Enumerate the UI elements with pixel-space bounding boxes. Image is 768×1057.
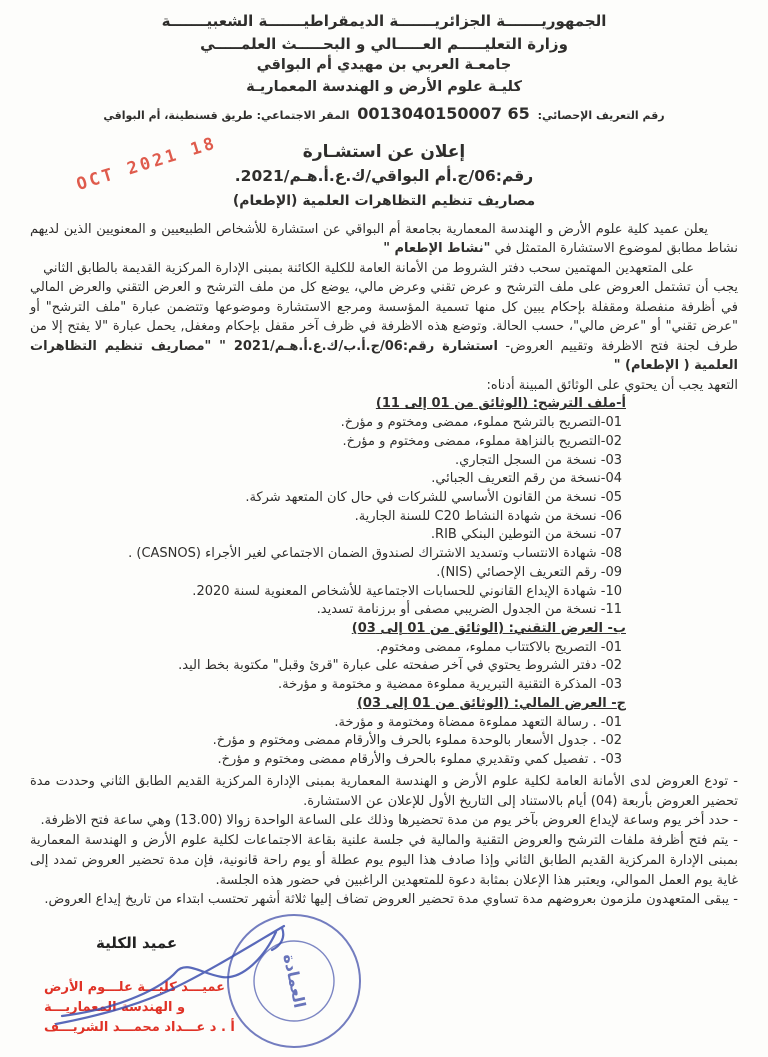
list-item: 08- شهادة الانتساب وتسديد الاشتراك لصندوق الضمان الاجتماعي لغير الأجراء (CASNOS) . [128,546,622,562]
statistical-id-value: 0013040150007 65 [357,103,530,123]
closing-note: - يبقى المتعهدون ملزمون بعروضهم مدة تساوي مدة تحضير العروض تضاف إليها ثلاثة أشهر تحتسب ابتداء من تاريخ إيداع العروض. [44,892,738,908]
dean-title: عميد الكلية [96,934,178,952]
ministry-line: وزارة التعليـــــم العـــــالي و البحـــــث العلمـــــي [200,34,568,53]
section-a-list [30,414,626,620]
list-item: 05- نسخة من القانون الأساسي للشركات في حال كان المتعهد شركة. [245,490,622,505]
letterhead [30,10,738,126]
closing-note: - حدد أخر يوم وساعة لإيداع العروض بآخر يوم من مدة تحضيرها وذلك على الساعة الواحدة زوالا (13.00) وهي ساعة فتح الاظرفة. [40,813,738,829]
document-sections [30,395,626,769]
list-item: 01-التصريح بالترشح مملوء، ممضى ومختوم و مؤرخ. [340,415,622,431]
notice-subject: مصاريف تنظيم التظاهرات العلمية (الإطعام) [232,192,536,209]
notice-body [30,220,738,910]
notice-reference: رقم:06/ج.أم البواقي/ك.ع.أ.هـم/2021. [234,167,534,186]
list-item: 04-نسخة من رقم التعريف الجبائي. [431,471,622,487]
list-item: 03- . تفصيل كمي وتقديري مملوء بالحرف والأرقام ممضى ومختوم و مؤرخ. [217,752,622,768]
closing-note: - يتم فتح أظرفة ملفات الترشح والعروض التقنية والمالية في جلسة علنية بقاعة الاجتماعات لكلية علوم الأرض و الهندسة المعمارية بمبنى الإدارة المركزية القديم الطابق الثاني وإذا صادف هذا اليوم يوم عطلة أو يوم راحة قانونية، فإن مدة تحضير العروض تمدد إلى غاية يوم العمل الموالي، ويعتبر هذا الإعلان بمثابة دعوة للمتعهدين الراغبين في حضور هذه الجلسة. [30,833,738,888]
list-item: 02- . جدول الأسعار بالوحدة مملوء بالحرف والأرقام ممضى ومختوم و مؤرخ. [212,733,622,749]
list-item: 10- شهادة الإيداع القانوني للحسابات الاجتماعية للأشخاص المعنوية لسنة 2020. [192,583,622,599]
list-item: 01- . رسالة التعهد مملوءة ممضاة ومختومة و مؤرخة. [334,714,622,730]
section-c-list [30,714,626,770]
list-item: 01- التصريح بالاكتتاب مملوء، ممضى ومختوم. [376,639,622,655]
section-b-list [30,639,626,695]
list-item: 09- رقم التعريف الإحصائي (NIS). [436,564,622,580]
hq-address: المقر الاجتماعي: طريق قسنطينة، أم البواقي [103,108,350,122]
round-stamp-center-text: العمادة [279,952,310,1010]
consultation-reference-bold: استشارة رقم:06/ج.أ.ب/ك.ع.أ.هـم/2021 " "مصاريف تنظيم التظاهرات العلمية ( الإطعام) " [30,338,738,374]
announcement-text: يعلن عميد كلية علوم الأرض و الهندسة المعمارية بجامعة أم البواقي عن استشارة للأشخاص الطبيعيين و المعنويين الذين لديهم نشاط مطابق لموضوع الاستشارة المتمثل في [30,221,738,257]
dean-red-stamp-line: عميـــد كليـــة علـــوم الأرض [44,980,226,995]
documents-intro-line: التعهد يجب أن يحتوي على الوثائق المبينة أدناه: [486,377,738,393]
list-item: 11- نسخة من الجدول الضريبي مصفى أو برزنامة تسديد. [316,602,622,618]
section-b-heading: ب- العرض التقني: (الوثائق من 01 إلى 03) [351,621,626,637]
university-line: جامعـة العربي بن مهيدي أم البواقي [256,57,512,73]
dean-signature [36,920,321,1032]
section-c-heading: ج- العرض المالي: (الوثائق من 01 إلى 03) [356,695,626,711]
faculty-line: كليـة علوم الأرض و الهندسة المعماريـة [246,78,522,95]
list-item: 02- دفتر الشروط يحتوي في آخر صفحته على عبارة "قرئ وقبل" مكتوبة بخط اليد. [178,658,622,674]
notice-title: إعلان عن استشـارة [302,141,466,162]
offers-content-paragraph [30,278,738,376]
closing-notes [30,772,738,910]
activity-name-bold: "نشاط الإطعام " [383,241,491,257]
identification-line [30,102,738,126]
list-item: 02-التصريح بالنزاهة مملوء، ممضى ومختوم و مؤرخ. [342,433,622,449]
republic-line: الجمهوريـــــــة الجزائريـــــــة الديمقراطيـــــــة الشعبيـــــــة [161,12,607,30]
date-stamp: 18 OCT 2021 [74,133,220,195]
list-item: 03- المذكرة التقنية التبريرية مملوءة ممضية و مختومة و مؤرخة. [277,677,622,693]
statistical-id-label: رقم التعريف الإحصائي: [537,108,665,122]
announcement-paragraph [30,220,738,259]
list-item: 03- نسخة من السجل التجاري. [454,452,622,468]
offers-content-text: يجب أن تشتمل العروض على ملف الترشح و عرض تقني وعرض مالي، يوضع كل من ملف الترشح و العرض التقني والعرض المالي في أظرفة منفصلة ومقفلة بإحكام يبين كل منها تسمية المؤسسة ومرجع الاستشارة وموضوعها وتتضمن عبارة "ملف الترشح" أو "عرض تقني" أو "عرض مالي"، حسب الحالة. وتوضع هذه الاظرفة في ظرف آخر مقفل بإحكام ومغفل, يحمل عبارة "لا يفتح إلا من طرف لجنة فتح الاظرفة وتقييم العروض- [30,280,739,354]
section-a-heading: أ-ملف الترشح: (الوثائق من 01 إلى 11) [375,396,626,412]
closing-note: - تودع العروض لدى الأمانة العامة لكلية علوم الأرض و الهندسة المعمارية بمبنى الإدارة المركزية القديم الطابق الثاني وحددت مدة تحضير العروض بأربعة (04) أيام بالاستناد إلى التاريخ الأول للإعلان عن الاستشارة. [30,773,738,809]
dean-red-stamp-line: و الهندسة المعماريـــة [44,1000,186,1016]
list-item: 07- نسخة من التوطين البنكي RIB. [430,527,622,543]
dean-red-stamp-line: أ . د عـــداد محمـــد الشريـــف [44,1020,235,1036]
withdraw-terms-paragraph: على المتعهدين المهتمين سحب دفتر الشروط من الأمانة العامة للكلية الكائنة بمبنى الإدارة المركزية القديمة بالطابق الثاني [43,260,694,276]
list-item: 06- نسخة من شهادة النشاط C20 للسنة الجارية. [354,508,622,524]
